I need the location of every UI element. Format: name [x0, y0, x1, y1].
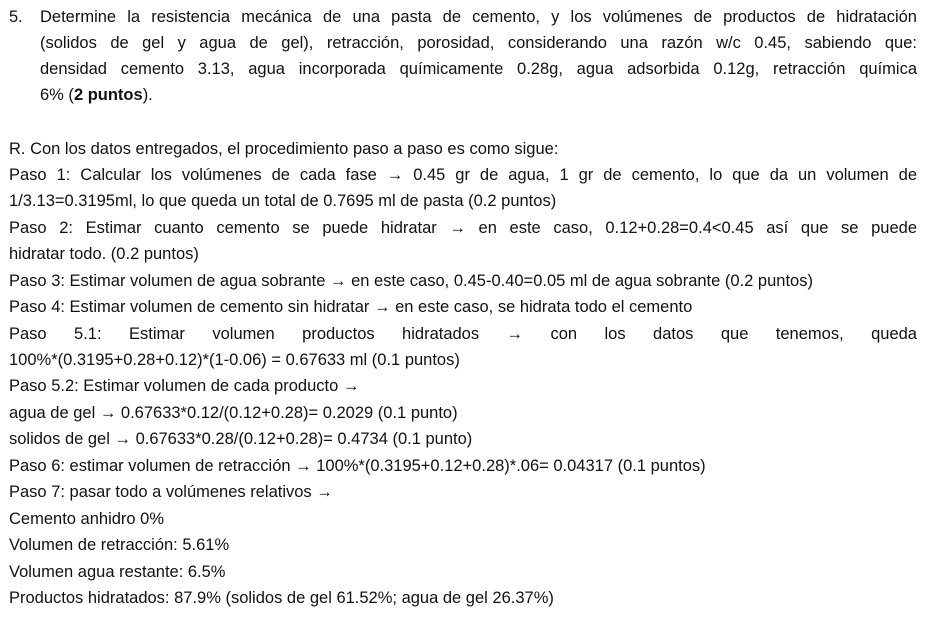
answer-line-paso1-cont: 1/3.13=0.3195ml, lo que queda un total de 0.7695 ml de pasta (0.2 puntos) [9, 192, 557, 210]
question-line-3: densidad cemento 3.13, agua incorporada químicamente 0.28g, agua adsorbida 0.12g, retracción química [40, 60, 917, 78]
answer-line-volumen-retraccion: Volumen de retracción: 5.61% [9, 536, 230, 554]
question-number: 5. [9, 8, 23, 26]
answer-line-paso7: Paso 7: pasar todo a volúmenes relativos → [9, 483, 333, 501]
answer-intro: R. Con los datos entregados, el procedimiento paso a paso es como sigue: [9, 140, 559, 158]
question-line-4-suffix: ). [142, 86, 153, 104]
answer-line-paso2-cont: hidratar todo. (0.2 puntos) [9, 245, 199, 263]
question-line-2: (solidos de gel y agua de gel), retracción, porosidad, considerando una razón w/c 0.45, sabiendo que: [40, 34, 917, 52]
answer-line-agua-de-gel: agua de gel → 0.67633*0.12/(0.12+0.28)= 0.2029 (0.1 punto) [9, 404, 458, 422]
question-line-4-prefix: 6% ( [40, 86, 74, 104]
answer-line-paso3: Paso 3: Estimar volumen de agua sobrante → en este caso, 0.45-0.40=0.05 ml de agua sobrante (0.2 puntos) [9, 272, 813, 290]
answer-line-paso5-2: Paso 5.2: Estimar volumen de cada producto → [9, 377, 360, 395]
question-line-4 [40, 82, 153, 108]
answer-line-solidos-de-gel: solidos de gel → 0.67633*0.28/(0.12+0.28)= 0.4734 (0.1 punto) [9, 430, 473, 448]
answer-line-cemento-anhidro: Cemento anhidro 0% [9, 510, 165, 528]
answer-line-paso5-1-cont: 100%*(0.3195+0.28+0.12)*(1-0.06) = 0.67633 ml (0.1 puntos) [9, 351, 460, 369]
question-line-1: Determine la resistencia mecánica de una pasta de cemento, y los volúmenes de productos de hidratación [40, 8, 917, 26]
answer-line-paso5-1: Paso 5.1: Estimar volumen productos hidratados → con los datos que tenemos, queda [9, 325, 917, 343]
answer-line-paso4: Paso 4: Estimar volumen de cemento sin hidratar → en este caso, se hidrata todo el cemento [9, 298, 693, 316]
answer-line-paso1: Paso 1: Calcular los volúmenes de cada fase → 0.45 gr de agua, 1 gr de cemento, lo que da un volumen de [9, 166, 917, 184]
question-points: 2 puntos [73, 86, 143, 104]
answer-line-paso2: Paso 2: Estimar cuanto cemento se puede hidratar → en este caso, 0.12+0.28=0.4<0.45 así que se puede [9, 219, 917, 237]
answer-line-paso6: Paso 6: estimar volumen de retracción → 100%*(0.3195+0.12+0.28)*.06= 0.04317 (0.1 puntos) [9, 457, 706, 475]
answer-line-volumen-agua-restante: Volumen agua restante: 6.5% [9, 563, 226, 581]
answer-line-productos-hidratados: Productos hidratados: 87.9% (solidos de gel 61.52%; agua de gel 26.37%) [9, 589, 554, 607]
